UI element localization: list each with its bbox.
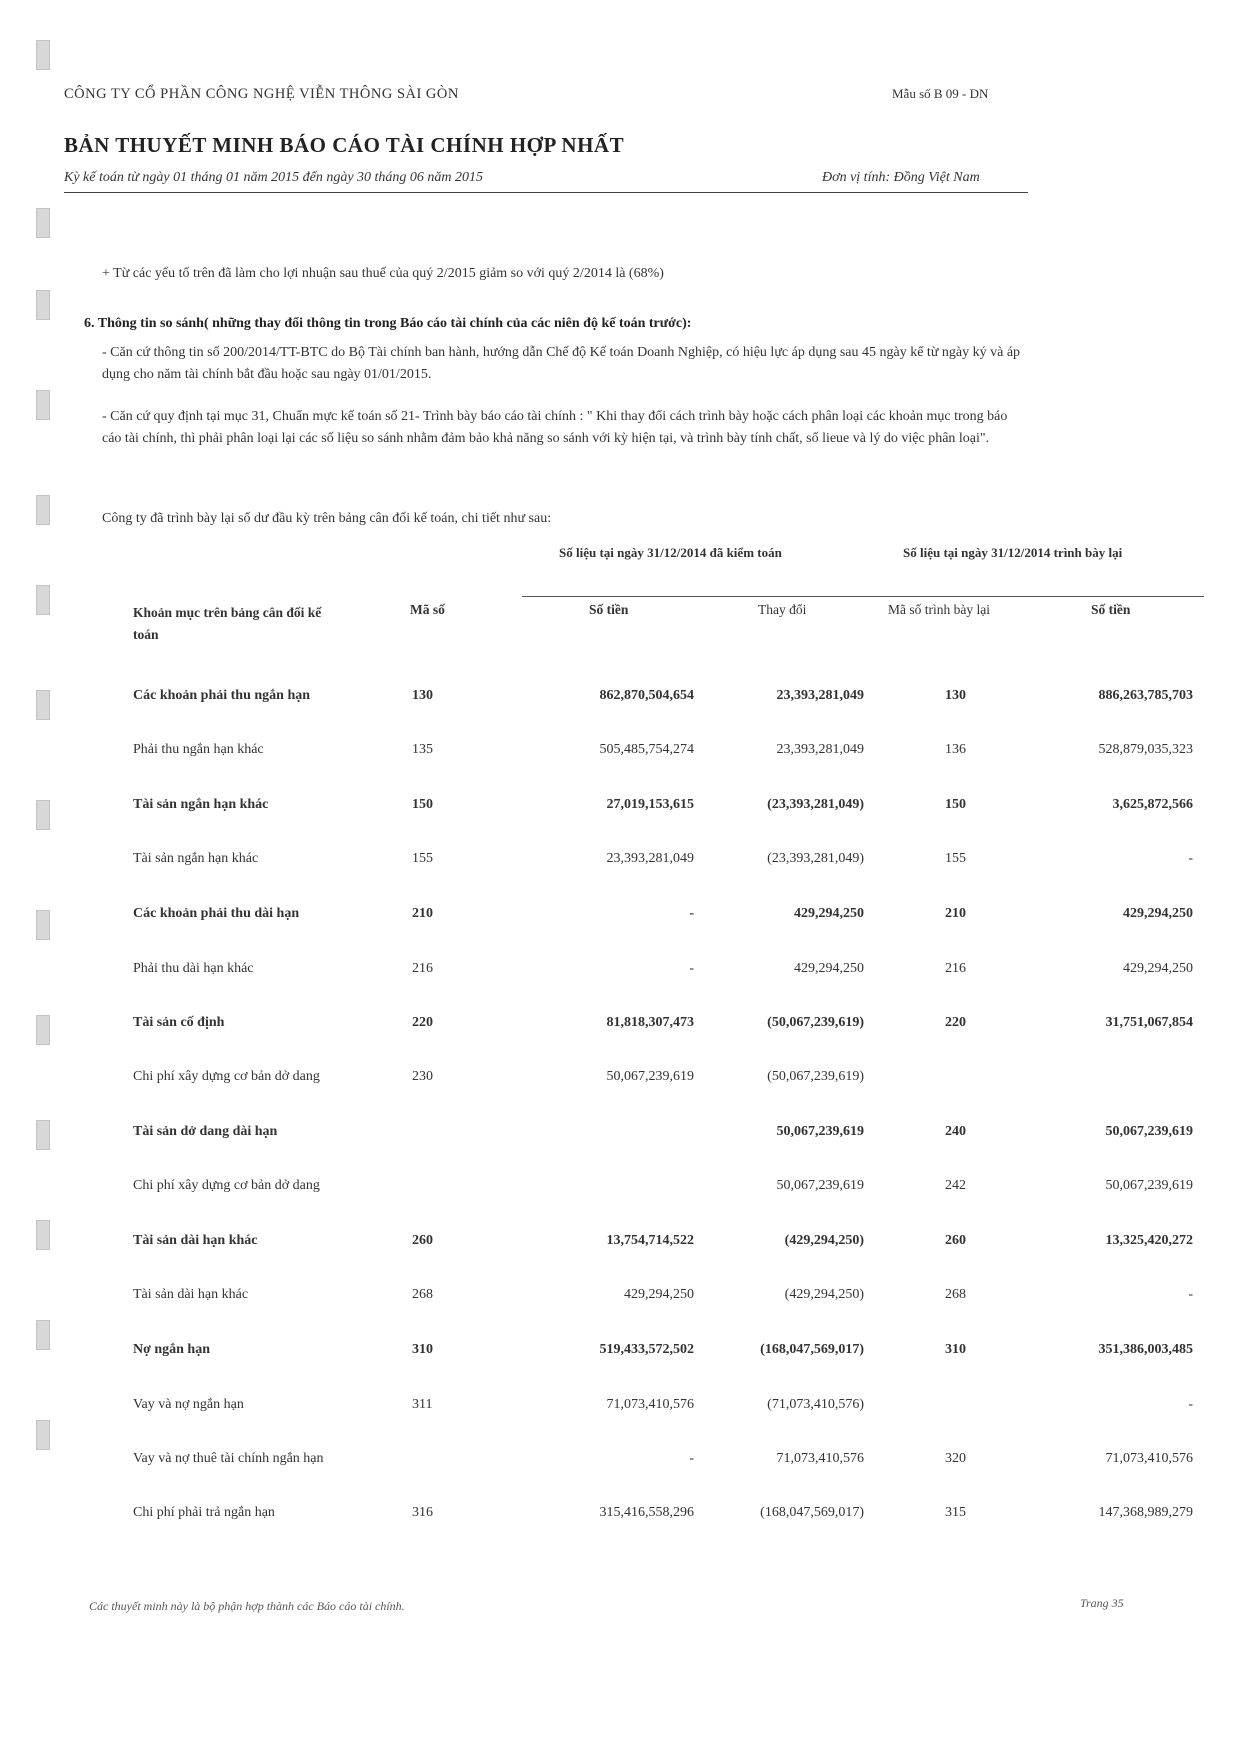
- page-number: Trang 35: [1080, 1596, 1124, 1610]
- column-header-item: Khoản mục trên bảng cân đối kế toán: [133, 605, 322, 642]
- row-change: 23,393,281,049: [776, 688, 864, 703]
- row-item-label: Tài sản dài hạn khác: [133, 1287, 249, 1302]
- row-new-code: 260: [945, 1233, 966, 1248]
- row-item-label: Chi phí xây dựng cơ bản dở dang: [133, 1178, 320, 1193]
- row-code: 230: [412, 1069, 433, 1084]
- group-header-audited: Số liệu tại ngày 31/12/2014 đã kiểm toán: [559, 545, 782, 560]
- row-new-code: 216: [945, 961, 966, 976]
- row-item-label: Phải thu dài hạn khác: [133, 961, 254, 976]
- table-row: [0, 961, 1241, 991]
- row-code: 135: [412, 742, 433, 757]
- row-new-code: 268: [945, 1287, 966, 1302]
- row-amount: 519,433,572,502: [599, 1342, 694, 1357]
- column-header-amount: Số tiền: [589, 602, 629, 617]
- row-change: 50,067,239,619: [776, 1124, 864, 1139]
- column-header-change: Thay đổi: [758, 602, 807, 617]
- row-amount: 27,019,153,615: [606, 797, 694, 812]
- column-header-new-code: Mã số trình bày lại: [888, 602, 990, 617]
- row-new-amount: 528,879,035,323: [1098, 742, 1193, 757]
- document-title: BẢN THUYẾT MINH BÁO CÁO TÀI CHÍNH HỢP NHẤT: [64, 133, 625, 157]
- row-new-code: 155: [945, 851, 966, 866]
- row-code: 260: [412, 1233, 433, 1248]
- row-change: (50,067,239,619): [767, 1015, 864, 1030]
- row-new-amount: 13,325,420,272: [1105, 1233, 1193, 1248]
- column-header-new-amount: Số tiền: [1091, 602, 1131, 617]
- row-new-code: 130: [945, 688, 966, 703]
- row-change: 429,294,250: [794, 961, 864, 976]
- row-new-code: 136: [945, 742, 966, 757]
- row-amount: 50,067,239,619: [606, 1069, 694, 1084]
- scan-binding-mark: [36, 290, 50, 320]
- row-new-code: 315: [945, 1505, 966, 1520]
- row-new-amount: 50,067,239,619: [1105, 1124, 1193, 1139]
- row-code: 311: [412, 1397, 433, 1412]
- scan-binding-mark: [36, 495, 50, 525]
- row-new-amount: 351,386,003,485: [1098, 1342, 1193, 1357]
- header-divider: [64, 192, 1028, 193]
- scan-binding-mark: [36, 585, 50, 615]
- row-change: (168,047,569,017): [760, 1505, 864, 1520]
- row-new-amount: -: [1188, 851, 1193, 866]
- table-row: [0, 1233, 1241, 1263]
- row-change: 23,393,281,049: [776, 742, 864, 757]
- row-amount: 13,754,714,522: [606, 1233, 694, 1248]
- row-new-amount: 429,294,250: [1123, 961, 1193, 976]
- row-item-label: Vay và nợ thuê tài chính ngắn hạn: [133, 1451, 324, 1466]
- row-change: 429,294,250: [794, 906, 864, 921]
- section-title: 6. Thông tin so sánh( những thay đổi thông tin trong Báo cáo tài chính của các niên độ kế toán trước):: [84, 316, 692, 331]
- currency-unit: Đơn vị tính: Đồng Việt Nam: [822, 170, 980, 185]
- row-amount: -: [689, 961, 694, 976]
- row-amount: 505,485,754,274: [599, 742, 694, 757]
- form-code: Mẫu số B 09 - DN: [892, 86, 989, 101]
- row-code: 316: [412, 1505, 433, 1520]
- table-row: [0, 851, 1241, 881]
- reporting-period: Kỳ kế toán từ ngày 01 tháng 01 năm 2015 đến ngày 30 tháng 06 năm 2015: [64, 170, 484, 185]
- row-new-code: 320: [945, 1451, 966, 1466]
- row-new-amount: 3,625,872,566: [1112, 797, 1193, 812]
- table-row: [0, 797, 1241, 827]
- scan-binding-mark: [36, 390, 50, 420]
- row-item-label: Vay và nợ ngắn hạn: [133, 1397, 244, 1412]
- row-change: (429,294,250): [784, 1287, 864, 1302]
- table-row: [0, 1178, 1241, 1208]
- scan-binding-mark: [36, 208, 50, 238]
- row-new-amount: 31,751,067,854: [1105, 1015, 1193, 1030]
- row-amount: 81,818,307,473: [606, 1015, 694, 1030]
- row-item-label: Tài sản dở dang dài hạn: [133, 1124, 278, 1139]
- table-row: [0, 1397, 1241, 1427]
- row-item-label: Nợ ngắn hạn: [133, 1342, 211, 1357]
- profit-note: + Từ các yếu tố trên đã làm cho lợi nhuận sau thuế của quý 2/2015 giảm so với quý 2/2014 là (68%): [102, 266, 664, 281]
- row-amount: -: [689, 906, 694, 921]
- row-new-amount: -: [1188, 1287, 1193, 1302]
- table-row: [0, 1124, 1241, 1154]
- group-header-rule: [522, 596, 1204, 597]
- row-change: (168,047,569,017): [760, 1342, 864, 1357]
- row-new-amount: 886,263,785,703: [1098, 688, 1193, 703]
- row-change: 50,067,239,619: [776, 1178, 864, 1193]
- row-new-code: 210: [945, 906, 966, 921]
- row-new-code: 310: [945, 1342, 966, 1357]
- row-new-amount: 71,073,410,576: [1105, 1451, 1193, 1466]
- scan-binding-mark: [36, 40, 50, 70]
- row-code: 130: [412, 688, 433, 703]
- row-amount: -: [689, 1451, 694, 1466]
- table-row: [0, 1505, 1241, 1535]
- row-change: (50,067,239,619): [767, 1069, 864, 1084]
- row-change: (429,294,250): [784, 1233, 864, 1248]
- row-new-amount: 50,067,239,619: [1105, 1178, 1193, 1193]
- table-row: [0, 688, 1241, 718]
- footer-note: Các thuyết minh này là bộ phận hợp thành các Báo cáo tài chính.: [89, 1599, 405, 1613]
- paragraph-circular: - Căn cứ thông tin số 200/2014/TT-BTC do Bộ Tài chính ban hành, hướng dẫn Chế độ Kế toán Doanh Nghiệp, có hiệu lực áp dụng sau 45 ngày kể từ ngày ký và áp dụng cho năm tài chính bắt đầu hoặc sau ngày 01/01/2015.: [102, 345, 1021, 382]
- row-new-code: 150: [945, 797, 966, 812]
- row-item-label: Các khoản phải thu ngắn hạn: [133, 688, 311, 703]
- row-item-label: Tài sản ngắn hạn khác: [133, 851, 259, 866]
- table-row: [0, 1342, 1241, 1372]
- table-row: [0, 742, 1241, 772]
- table-row: [0, 1069, 1241, 1099]
- row-item-label: Tài sản dài hạn khác: [133, 1233, 258, 1248]
- company-name: CÔNG TY CỔ PHẦN CÔNG NGHỆ VIỄN THÔNG SÀI GÒN: [64, 86, 459, 102]
- paragraph-standard: - Căn cứ quy định tại mục 31, Chuẩn mực kế toán số 21- Trình bày báo cáo tài chính : " Khi thay đổi cách trình bày hoặc cách phân loại các khoản mục trong báo cáo tài chính, thì phải phân loại lại các số liệu so sánh nhằm đảm bảo khả năng so sánh với kỳ hiện tại, và trình bày tính chất, số lieue và lý do việc phân loại".: [102, 409, 1008, 446]
- row-item-label: Chi phí xây dựng cơ bản dở dang: [133, 1069, 320, 1084]
- row-item-label: Các khoản phải thu dài hạn: [133, 906, 300, 921]
- row-new-amount: 429,294,250: [1123, 906, 1193, 921]
- row-amount: 862,870,504,654: [599, 688, 694, 703]
- row-item-label: Tài sản cố định: [133, 1015, 225, 1030]
- table-row: [0, 1287, 1241, 1317]
- row-amount: 315,416,558,296: [599, 1505, 694, 1520]
- row-change: (23,393,281,049): [767, 797, 864, 812]
- row-new-code: 242: [945, 1178, 966, 1193]
- row-new-code: 240: [945, 1124, 966, 1139]
- row-code: 310: [412, 1342, 433, 1357]
- paragraph-restatement: Công ty đã trình bày lại số dư đầu kỳ trên bảng cân đối kế toán, chi tiết như sau:: [102, 511, 552, 526]
- row-new-amount: -: [1188, 1397, 1193, 1412]
- row-amount: 429,294,250: [624, 1287, 694, 1302]
- table-row: [0, 906, 1241, 936]
- group-header-restated: Số liệu tại ngày 31/12/2014 trình bày lại: [903, 545, 1123, 560]
- table-row: [0, 1451, 1241, 1481]
- table-row: [0, 1015, 1241, 1045]
- row-change: (71,073,410,576): [767, 1397, 864, 1412]
- row-code: 220: [412, 1015, 433, 1030]
- column-header-code: Mã số: [410, 602, 445, 617]
- row-code: 155: [412, 851, 433, 866]
- row-amount: 23,393,281,049: [606, 851, 694, 866]
- row-change: 71,073,410,576: [776, 1451, 864, 1466]
- row-item-label: Chi phí phải trả ngắn hạn: [133, 1505, 275, 1520]
- row-code: 210: [412, 906, 433, 921]
- row-new-amount: 147,368,989,279: [1098, 1505, 1193, 1520]
- row-code: 150: [412, 797, 433, 812]
- row-amount: 71,073,410,576: [606, 1397, 694, 1412]
- row-new-code: 220: [945, 1015, 966, 1030]
- row-item-label: Phải thu ngắn hạn khác: [133, 742, 264, 757]
- row-item-label: Tài sản ngắn hạn khác: [133, 797, 269, 812]
- row-change: (23,393,281,049): [767, 851, 864, 866]
- row-code: 268: [412, 1287, 433, 1302]
- row-code: 216: [412, 961, 433, 976]
